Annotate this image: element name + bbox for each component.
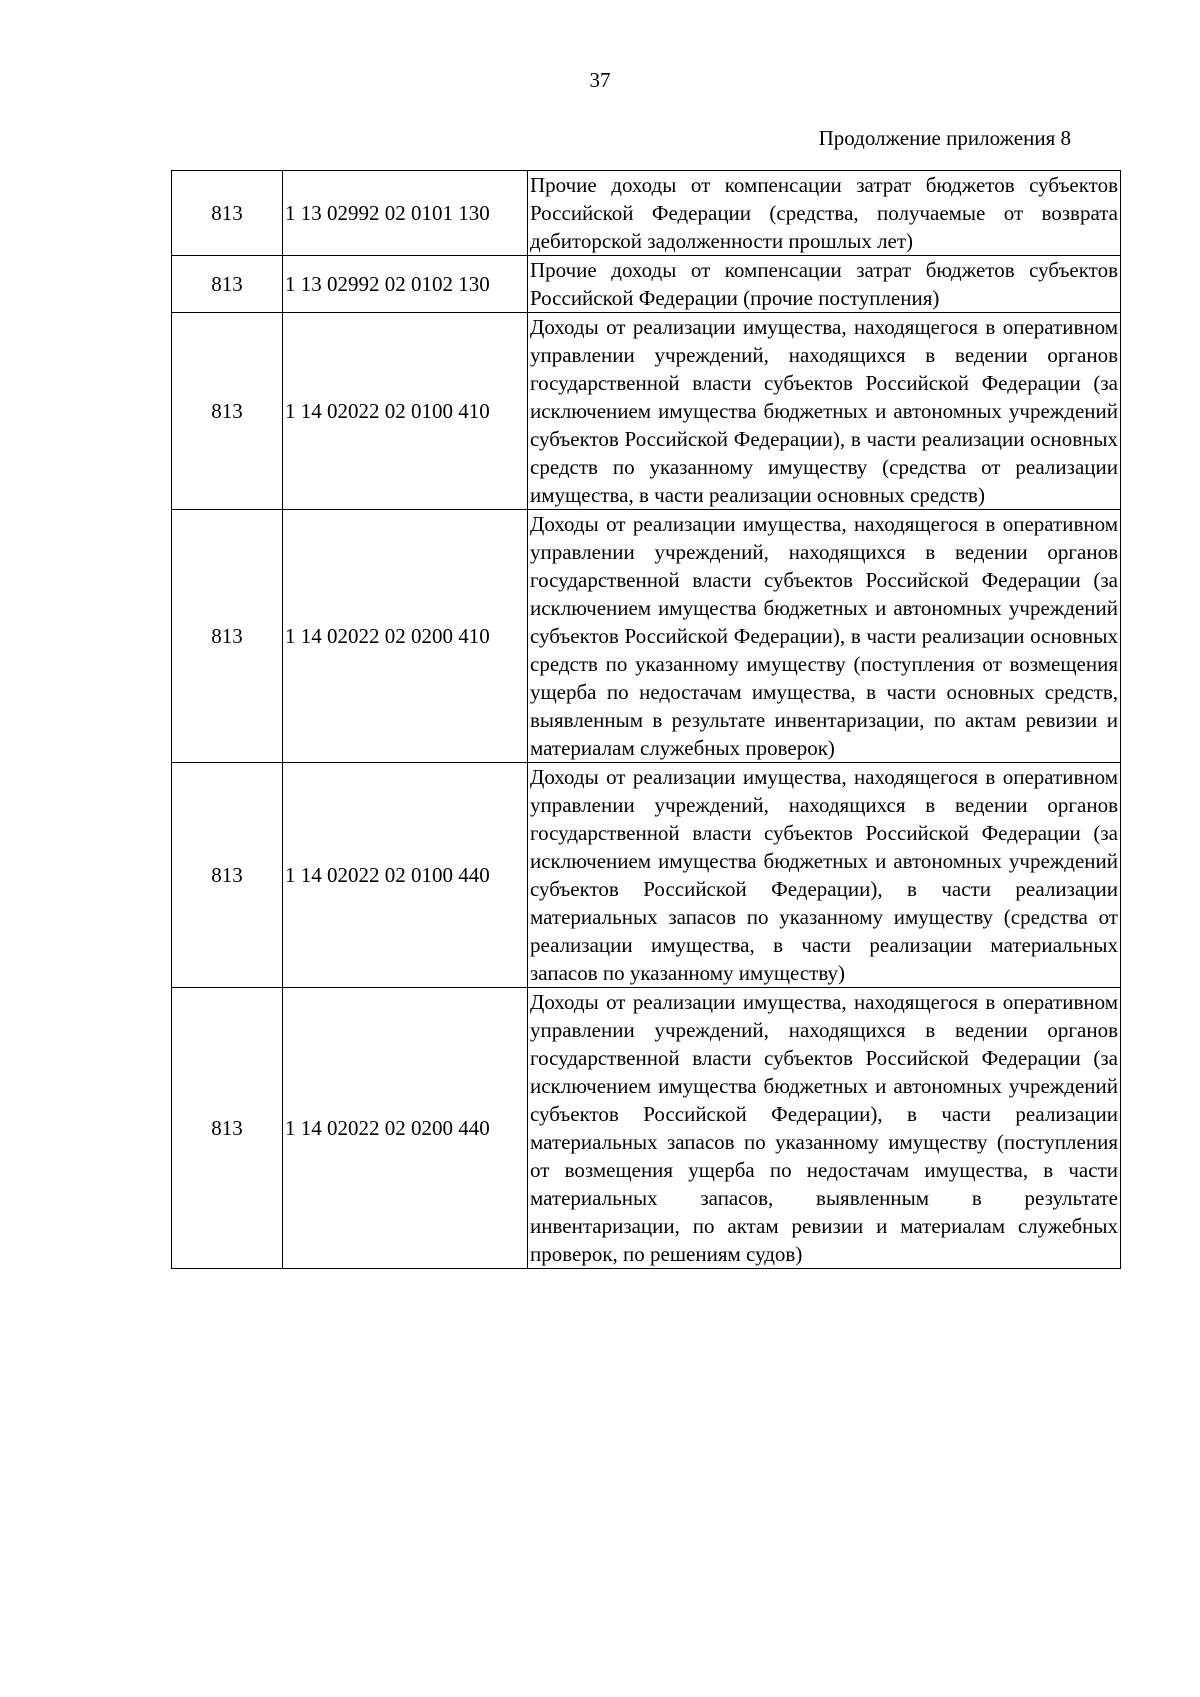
revenue-name-cell: Прочие доходы от компенсации затрат бюджетов субъектов Российской Федерации (средства, получаемые от возврата дебиторской задолженности прошлых лет) xyxy=(528,171,1121,256)
table-row xyxy=(172,763,1121,988)
revenue-code-cell: 1 14 02022 02 0100 410 xyxy=(283,313,528,510)
table-row xyxy=(172,988,1121,1269)
revenue-name-cell: Доходы от реализации имущества, находящегося в оперативном управлении учреждений, находящихся в ведении органов государственной власти субъектов Российской Федерации (за исключением имущества бюджетных и автономных учреждений субъектов Российской Федерации), в части реализации основных средств по указанному имуществу (средства от реализации имущества, в части реализации основных средств) xyxy=(528,313,1121,510)
admin-code-cell: 813 xyxy=(172,988,283,1269)
revenue-code-cell: 1 14 02022 02 0100 440 xyxy=(283,763,528,988)
admin-code-cell: 813 xyxy=(172,171,283,256)
revenue-codes-table xyxy=(171,170,1121,1269)
revenue-name-cell: Доходы от реализации имущества, находящегося в оперативном управлении учреждений, находящихся в ведении органов государственной власти субъектов Российской Федерации (за исключением имущества бюджетных и автономных учреждений субъектов Российской Федерации), в части реализации основных средств по указанному имуществу (поступления от возмещения ущерба по недостачам имущества, в части основных средств, выявленным в результате инвентаризации, по актам ревизии и материалам служебных проверок) xyxy=(528,510,1121,763)
table-row xyxy=(172,256,1121,313)
revenue-name-cell: Доходы от реализации имущества, находящегося в оперативном управлении учреждений, находящихся в ведении органов государственной власти субъектов Российской Федерации (за исключением имущества бюджетных и автономных учреждений субъектов Российской Федерации), в части реализации материальных запасов по указанному имуществу (поступления от возмещения ущерба по недостачам имущества, в части материальных запасов, выявленным в результате инвентаризации, по актам ревизии и материалам служебных проверок, по решениям судов) xyxy=(528,988,1121,1269)
revenue-name-cell: Прочие доходы от компенсации затрат бюджетов субъектов Российской Федерации (прочие поступления) xyxy=(528,256,1121,313)
admin-code-cell: 813 xyxy=(172,313,283,510)
revenue-code-cell: 1 14 02022 02 0200 410 xyxy=(283,510,528,763)
admin-code-cell: 813 xyxy=(172,256,283,313)
table-row xyxy=(172,510,1121,763)
page-number: 37 xyxy=(589,68,611,92)
revenue-name-cell: Доходы от реализации имущества, находящегося в оперативном управлении учреждений, находящихся в ведении органов государственной власти субъектов Российской Федерации (за исключением имущества бюджетных и автономных учреждений субъектов Российской Федерации), в части реализации материальных запасов по указанному имуществу (средства от реализации имущества, в части реализации материальных запасов по указанному имуществу) xyxy=(528,763,1121,988)
revenue-code-cell: 1 13 02992 02 0102 130 xyxy=(283,256,528,313)
admin-code-cell: 813 xyxy=(172,763,283,988)
revenue-code-cell: 1 13 02992 02 0101 130 xyxy=(283,171,528,256)
revenue-code-cell: 1 14 02022 02 0200 440 xyxy=(283,988,528,1269)
admin-code-cell: 813 xyxy=(172,510,283,763)
table-row xyxy=(172,171,1121,256)
table-row xyxy=(172,313,1121,510)
appendix-continuation-label: Продолжение приложения 8 xyxy=(818,126,1071,150)
